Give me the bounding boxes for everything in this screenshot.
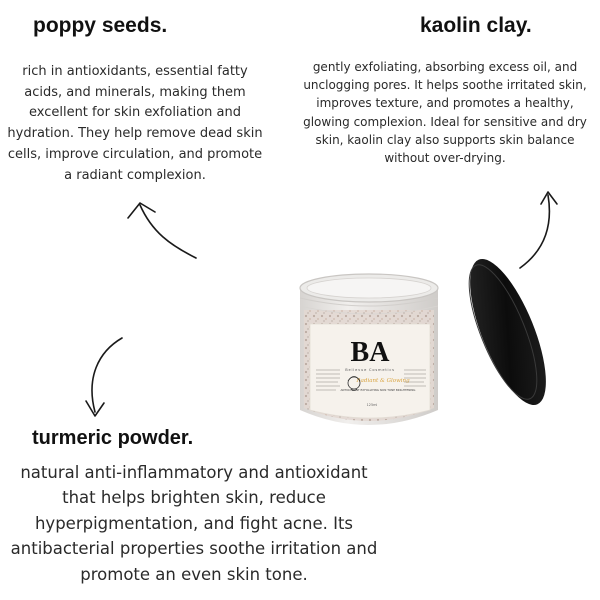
product-volume: 125ml — [366, 403, 378, 407]
turmeric-powder-title: turmeric powder. — [32, 427, 194, 449]
kaolin-clay-description: gently exfoliating, absorbing excess oil, and unclogging pores. It helps soothe irritated skin, improves texture, and promotes a healthy, glowing complexion. Ideal for sensitive and dry skin, kaolin clay also supports skin balance without over-drying. — [303, 60, 587, 166]
turmeric-powder-description: natural anti-inflammatory and antioxidant that helps brighten skin, reduce hyperpigmentation, and fight acne. Its antibacterial properties soothe irritation and promote an even skin tone. — [10, 463, 378, 584]
kaolin-clay-title: kaolin clay. — [420, 14, 532, 37]
arrow-to-turmeric-icon — [86, 338, 122, 416]
brand-initials: BA — [350, 337, 390, 368]
product-jar — [280, 250, 550, 435]
brand-name: Bellevue Cosmetics — [345, 368, 395, 372]
poppy-seeds-description: rich in antioxidants, essential fatty acids, and minerals, making them excellent for skin exfoliation and hydration. They help remove dead skin cells, improve circulation, and promote a radiant complexion. — [7, 64, 263, 183]
arrow-to-poppy-icon — [128, 203, 196, 258]
script-product-name: Radiant & Glowing — [356, 378, 410, 384]
jar-lid — [455, 250, 550, 414]
product-tagline: ANTIOXIDANT EXFOLIATING SKIN TONE BRIGHTENING — [340, 388, 416, 392]
jar-label — [310, 324, 430, 418]
poppy-seeds-title: poppy seeds. — [33, 14, 168, 37]
